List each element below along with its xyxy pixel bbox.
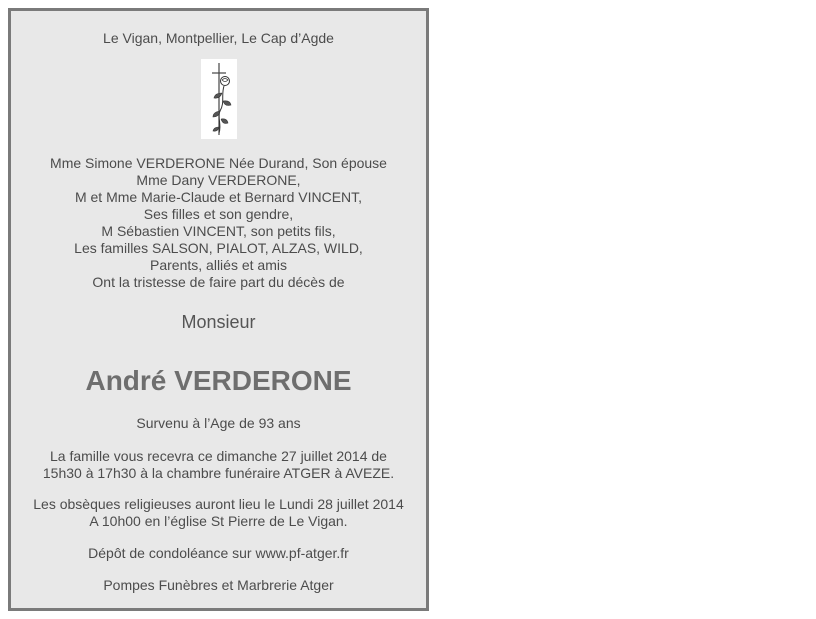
deceased-title: Monsieur <box>181 312 256 332</box>
family-line: Ont la tristesse de faire part du décès de <box>92 274 345 290</box>
cross-with-rose-icon <box>201 59 237 139</box>
family-announcement <box>11 155 426 291</box>
funeral-line: A 10h00 en l’église St Pierre de Le Vigan. <box>89 513 348 529</box>
family-line: M Sébastien VINCENT, son petits fils, <box>101 223 336 239</box>
deceased-name: André VERDERONE <box>85 365 352 396</box>
condolence-info: Dépôt de condoléance sur www.pf-atger.fr <box>88 545 349 561</box>
funeral-info <box>11 496 426 530</box>
funeral-line: Les obsèques religieuses auront lieu le Lundi 28 juillet 2014 <box>33 496 404 512</box>
family-line: M et Mme Marie-Claude et Bernard VINCENT, <box>74 189 363 205</box>
family-line: Mme Simone VERDERONE Née Durand, Son épouse <box>50 155 387 171</box>
visitation-line: 15h30 à 17h30 à la chambre funéraire ATGER à AVEZE. <box>42 465 395 481</box>
family-line: Parents, alliés et amis <box>150 257 287 273</box>
family-line: Les familles SALSON, PIALOT, ALZAS, WILD, <box>74 240 363 256</box>
visitation-info <box>11 448 426 482</box>
locations-header: Le Vigan, Montpellier, Le Cap d’Agde <box>103 30 334 46</box>
funeral-home-name: Pompes Funèbres et Marbrerie Atger <box>103 577 334 593</box>
visitation-line: La famille vous recevra ce dimanche 27 juillet 2014 de <box>50 448 387 464</box>
family-line: Mme Dany VERDERONE, <box>136 172 301 188</box>
age-statement: Survenu à l’Age de 93 ans <box>136 415 301 431</box>
family-line: Ses filles et son gendre, <box>143 206 294 222</box>
obituary-notice-card <box>8 8 429 611</box>
